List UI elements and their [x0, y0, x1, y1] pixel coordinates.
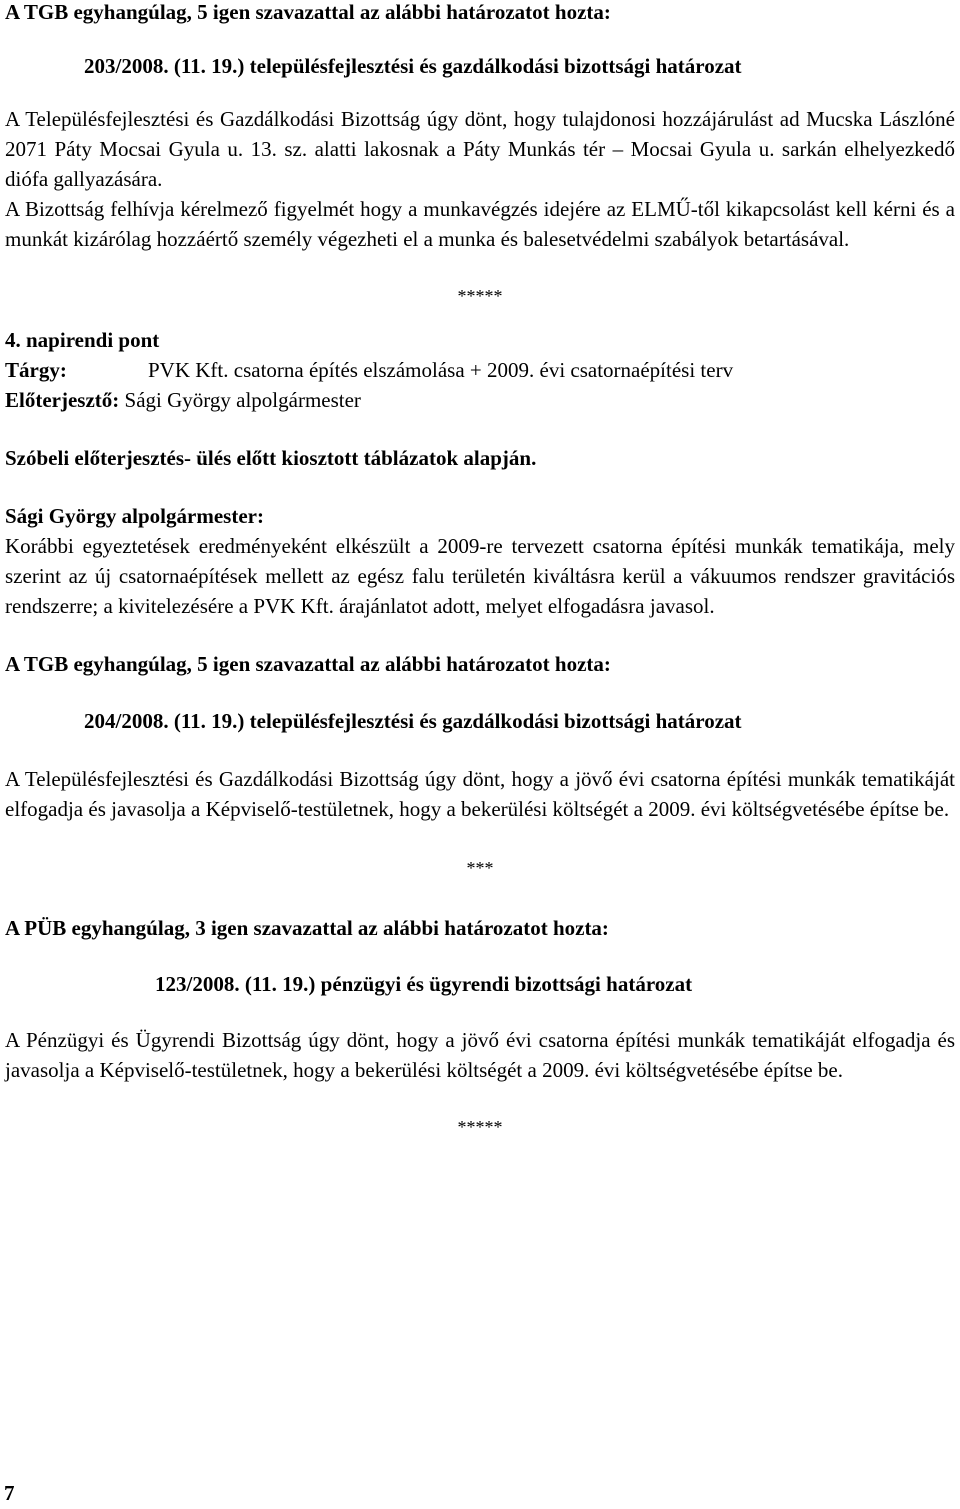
subject-label: Tárgy:: [5, 358, 67, 382]
agenda-heading: 4. napirendi pont: [5, 328, 160, 352]
separator: *****: [457, 286, 503, 306]
vote-line: A TGB egyhangúlag, 5 igen szavazattal az alábbi határozatot hozta:: [5, 0, 611, 24]
resolution-number: 123/2008. (11. 19.): [155, 972, 316, 996]
resolution-number: 204/2008. (11. 19.): [84, 709, 245, 733]
resolution-text: A Településfejlesztési és Gazdálkodási Bizottság úgy dönt, hogy a jövő évi csatorna építési munkák tematikáját elfogadja és javasolja a Képviselő-testületnek, hogy a bekerülési költségét a 2009. évi költségvetésébe építse be.: [5, 767, 955, 821]
resolution-text: A Településfejlesztési és Gazdálkodási Bizottság úgy dönt, hogy tulajdonosi hozzájárulást ad Mucska Lászlóné 2071 Páty Mocsai Gyula u. 13. sz. alatti lakosnak a Páty Munkás tér – Mocsai Gyula u. sarkán elhelyezkedő diófa gallyazására.: [5, 107, 955, 191]
vote-line: A TGB egyhangúlag, 5 igen szavazattal az alábbi határozatot hozta:: [5, 652, 611, 676]
resolution-heading: [5, 969, 955, 999]
vote-line: A PÜB egyhangúlag, 3 igen szavazattal az alábbi határozatot hozta:: [5, 916, 609, 940]
resolution-number: 203/2008. (11. 19.): [84, 54, 245, 78]
resolution-title: településfejlesztési és gazdálkodási bizottsági határozat: [244, 54, 742, 78]
subject-line: [5, 355, 955, 385]
presentation-note: Szóbeli előterjesztés- ülés előtt kiosztott táblázatok alapján.: [5, 446, 537, 470]
resolution-title: településfejlesztési és gazdálkodási bizottsági határozat: [244, 709, 742, 733]
presenter-value: Sági György alpolgármester: [119, 388, 361, 412]
warning-text: A Bizottság felhívja kérelmező figyelmét hogy a munkavégzés idejére az ELMŰ-től kikapcsolást kell kérni és a munkát kizárólag hozzáértő személy végezheti el a munka és balesetvédelmi szabályok betartásával.: [5, 197, 955, 251]
page-number: 7: [4, 1481, 15, 1505]
speech-text: Korábbi egyeztetések eredményeként elkészült a 2009-re tervezett csatorna építési munkák tematikája, mely szerint az új csatornaépítések mellett az egész falu területén kiváltásra kerül a vákuumos rendszer gravitációs rendszerre; a kivitelezésére a PVK Kft. árajánlatot adott, melyet elfogadásra javasol.: [5, 534, 955, 618]
resolution-heading: [5, 51, 955, 81]
resolution-heading: [5, 706, 955, 736]
presenter-line: [5, 385, 955, 415]
separator: *****: [457, 1117, 503, 1137]
separator: ***: [466, 858, 494, 878]
speaker-name: Sági György alpolgármester:: [5, 504, 264, 528]
presenter-label: Előterjesztő:: [5, 388, 120, 412]
subject-value: PVK Kft. csatorna építés elszámolása + 2009. évi csatornaépítési terv: [148, 358, 734, 382]
resolution-text: A Pénzügyi és Ügyrendi Bizottság úgy dönt, hogy a jövő évi csatorna építési munkák tematikáját elfogadja és javasolja a Képviselő-testületnek, hogy a bekerülési költségét a 2009. évi költségvetésébe építse be.: [5, 1028, 955, 1082]
document-page: [5, 0, 955, 1142]
resolution-title: pénzügyi és ügyrendi bizottsági határozat: [315, 972, 693, 996]
